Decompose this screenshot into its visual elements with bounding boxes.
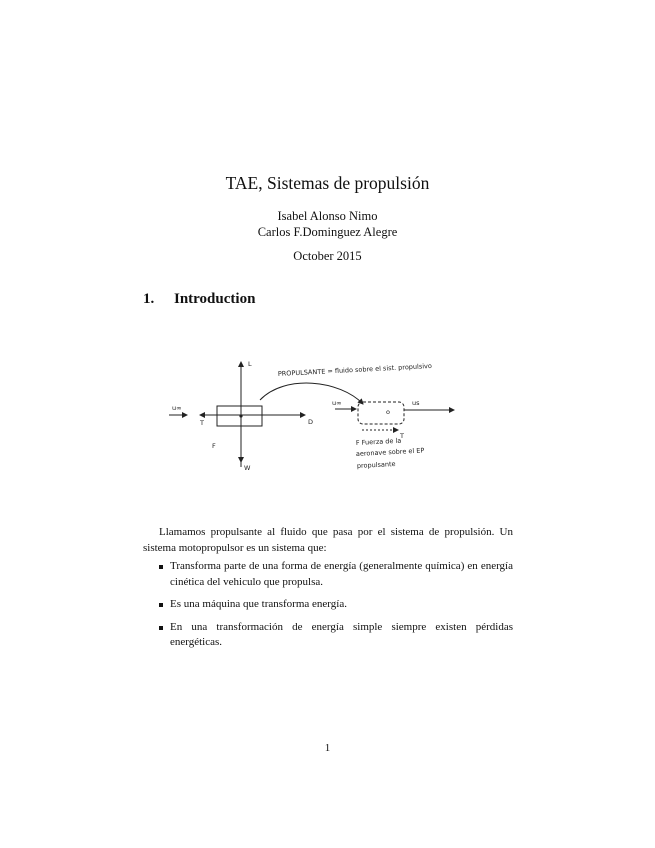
hand-drawn-force-diagram bbox=[160, 352, 500, 482]
document-date: October 2015 bbox=[293, 249, 362, 263]
u-inf-label: u∞ bbox=[172, 404, 182, 412]
u-inf-right-label: u∞ bbox=[332, 399, 342, 407]
drag-label: D bbox=[308, 418, 314, 426]
author-2: Carlos F.Dominguez Alegre bbox=[257, 225, 398, 239]
note-line-1: F Fuerza de la bbox=[355, 436, 402, 447]
section-number: 1. bbox=[143, 291, 155, 307]
us-label: us bbox=[412, 399, 420, 407]
lift-label: L bbox=[248, 360, 252, 368]
section-title: Introduction bbox=[174, 291, 256, 307]
document-title: TAE, Sistemas de propulsión bbox=[225, 173, 430, 193]
weight-label: W bbox=[244, 464, 251, 472]
intro-paragraph-text: Llamamos propulsante al fluido que pasa por el sistema de propulsión. Un sistema motopropulsor es un sistema que: bbox=[143, 526, 513, 554]
note-line-2: aeronave sobre el EP bbox=[355, 446, 425, 458]
thrust-right-label: T bbox=[400, 432, 404, 440]
bullet-text: En una transformación de energía simple siempre existen pérdidas energéticas. bbox=[170, 620, 513, 648]
bullet-icon bbox=[159, 603, 163, 607]
list-item bbox=[143, 620, 513, 651]
note-line-3: propulsante bbox=[356, 459, 396, 470]
bullet-text: Transforma parte de una forma de energía (generalmente química) en energía cinética del vehiculo que propulsa. bbox=[170, 560, 513, 588]
propulsion-system-box bbox=[358, 402, 404, 424]
thrust-label: T bbox=[200, 419, 204, 427]
author-1: Isabel Alonso Nimo bbox=[277, 209, 378, 223]
bullet-icon bbox=[159, 565, 163, 569]
page-number: 1 bbox=[324, 742, 331, 754]
propulsante-label: PROPULSANTE = fluido sobre el sist. propulsivo bbox=[277, 361, 433, 378]
force-label: F bbox=[212, 442, 216, 450]
bullet-icon bbox=[159, 626, 163, 630]
intro-paragraph bbox=[143, 525, 513, 556]
bullet-list bbox=[143, 559, 513, 658]
list-item bbox=[143, 597, 513, 613]
bullet-text: Es una máquina que transforma energía. bbox=[170, 598, 347, 610]
section-heading bbox=[143, 291, 255, 308]
list-item bbox=[143, 559, 513, 590]
curved-arrow bbox=[260, 383, 363, 404]
inner-o-label: o bbox=[386, 408, 390, 416]
